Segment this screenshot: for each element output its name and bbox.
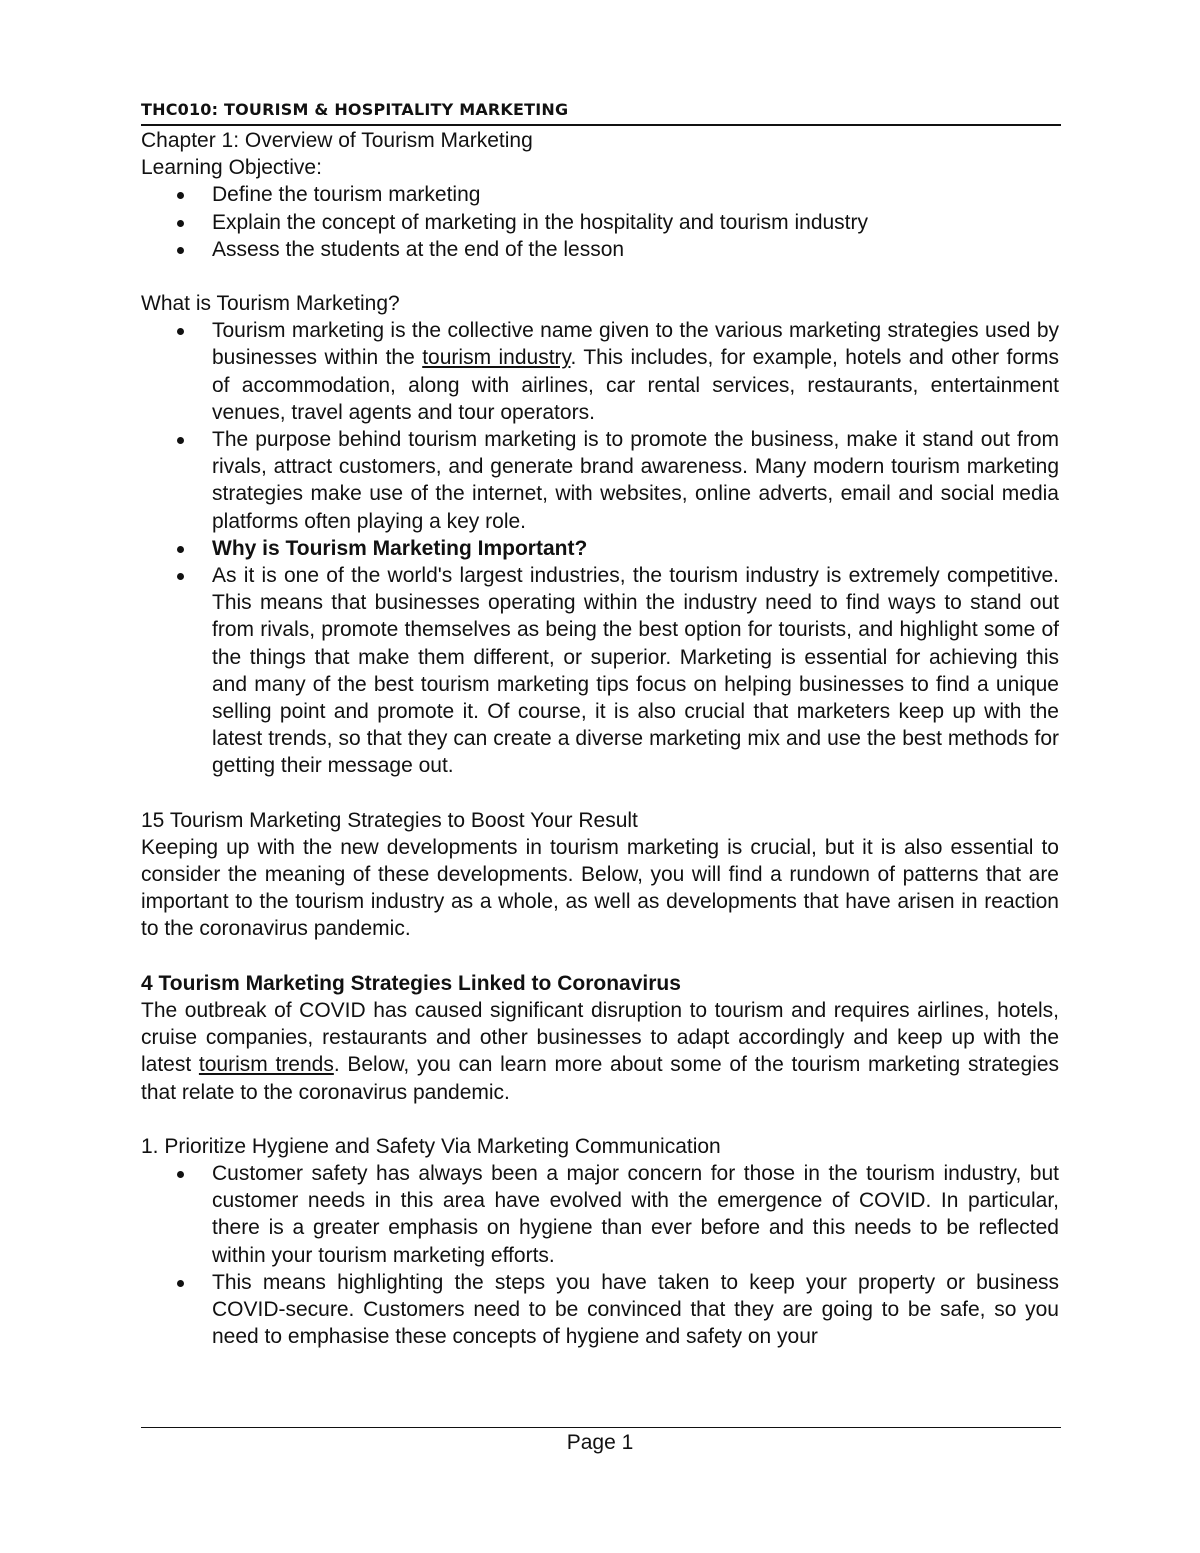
header-rule: [141, 124, 1061, 126]
chapter-title: Chapter 1: Overview of Tourism Marketing: [141, 129, 533, 152]
objectives-label: Learning Objective:: [141, 156, 322, 180]
section-1-item: [141, 1160, 1059, 1269]
what-is-item: [141, 317, 1059, 426]
what-is-text: . This includes, for example, hotels and other forms of accommodation, along with airlines, car rental services, restaurants, entertainment venues, travel agents and tour operators.: [212, 346, 1060, 424]
what-is-list: [141, 317, 1059, 779]
strategies-4-text: The outbreak of COVID has caused significant disruption to tourism and requires airlines, hotels, cruise companies, restaurants and other businesses to adapt accordingly and keep up with the latest: [141, 998, 1059, 1077]
bullet-icon: [177, 247, 184, 254]
spacer: [141, 263, 1059, 290]
section-1-item: [141, 1269, 1059, 1351]
objective-item: [141, 236, 1059, 263]
bullet-icon: [177, 220, 184, 227]
objective-text: Assess the students at the end of the lesson: [212, 237, 625, 261]
what-is-text: The purpose behind tourism marketing is to promote the business, make it stand out from rivals, attract customers, and generate brand awareness. Many modern tourism marketing strategies make use of the internet, with websites, online adverts, email and social media platforms often playing a key role.: [212, 428, 1059, 533]
what-is-heading: What is Tourism Marketing?: [141, 292, 400, 316]
strategies-4-body: [141, 997, 1059, 1106]
spacer: [141, 780, 1059, 807]
section-1-list: [141, 1160, 1059, 1350]
tourism-trends-link[interactable]: tourism trends: [198, 1053, 334, 1077]
section-1-text: This means highlighting the steps you have taken to keep your property or business COVID-secure. Customers need to be convinced that they are going to be safe, so you need to emphasise these concepts of hygiene and safety on your: [212, 1270, 1059, 1349]
bullet-icon: [177, 437, 184, 444]
objective-item: [141, 181, 1059, 208]
bullet-icon: [177, 1280, 184, 1287]
bullet-icon: [177, 192, 184, 199]
bullet-icon: [177, 546, 184, 553]
objective-text: Define the tourism marketing: [212, 183, 481, 207]
objective-item: [141, 209, 1059, 236]
what-is-text: Tourism marketing is the collective name given to the various marketing strategies used by businesses within the: [212, 319, 1059, 370]
what-is-item: [141, 426, 1059, 535]
course-header-title: THC010: TOURISM & HOSPITALITY MARKETING: [141, 100, 569, 119]
spacer: [141, 1106, 1059, 1133]
what-is-item: [141, 562, 1059, 780]
bullet-icon: [177, 573, 184, 580]
what-is-text: As it is one of the world's largest industries, the tourism industry is extremely competitive. This means that businesses operating within the industry need to find ways to stand out from rivals, promote themselves as being the best option for tourists, and highlight some of the things that make them different, or superior. Marketing is essential for achieving this and many of the best tourism marketing tips focus on helping businesses to find a unique selling point and promote it. Of course, it is also crucial that marketers keep up with the latest trends, so that they can create a diverse marketing mix and use the best methods for getting their message out.: [212, 564, 1059, 778]
objective-text: Explain the concept of marketing in the hospitality and tourism industry: [212, 210, 869, 234]
strategies-4-text: . Below, you can learn more about some of the tourism marketing strategies that relate to the coronavirus pandemic.: [141, 1053, 1059, 1104]
footer-rule: [141, 1427, 1061, 1428]
section-1-text: Customer safety has always been a major concern for those in the tourism industry, but customer needs in this area have evolved with the emergence of COVID. In particular, there is a greater emphasis on hygiene than ever before and this needs to be reflected within your tourism marketing efforts.: [212, 1161, 1059, 1267]
bullet-icon: [177, 328, 184, 335]
strategies-15-body: Keeping up with the new developments in tourism marketing is crucial, but it is also essential to consider the meaning of these developments. Below, you will find a rundown of patterns that are important to the tourism industry as a whole, as well as developments that have arisen in reaction to the coronavirus pandemic.: [141, 835, 1059, 941]
spacer: [141, 943, 1059, 970]
tourism-industry-link[interactable]: tourism industry: [422, 346, 571, 370]
strategies-4-heading: 4 Tourism Marketing Strategies Linked to Coronavirus: [141, 971, 681, 995]
objectives-list: [141, 181, 1059, 263]
section-1-heading: 1. Prioritize Hygiene and Safety Via Marketing Communication: [141, 1134, 721, 1158]
bullet-icon: [177, 1171, 184, 1178]
page-number: Page 1: [566, 1431, 634, 1454]
importance-heading: Why is Tourism Marketing Important?: [212, 536, 588, 560]
strategies-15-heading: 15 Tourism Marketing Strategies to Boost Your Result: [141, 808, 638, 832]
page-content: [141, 127, 1059, 1350]
what-is-item: [141, 535, 1059, 562]
